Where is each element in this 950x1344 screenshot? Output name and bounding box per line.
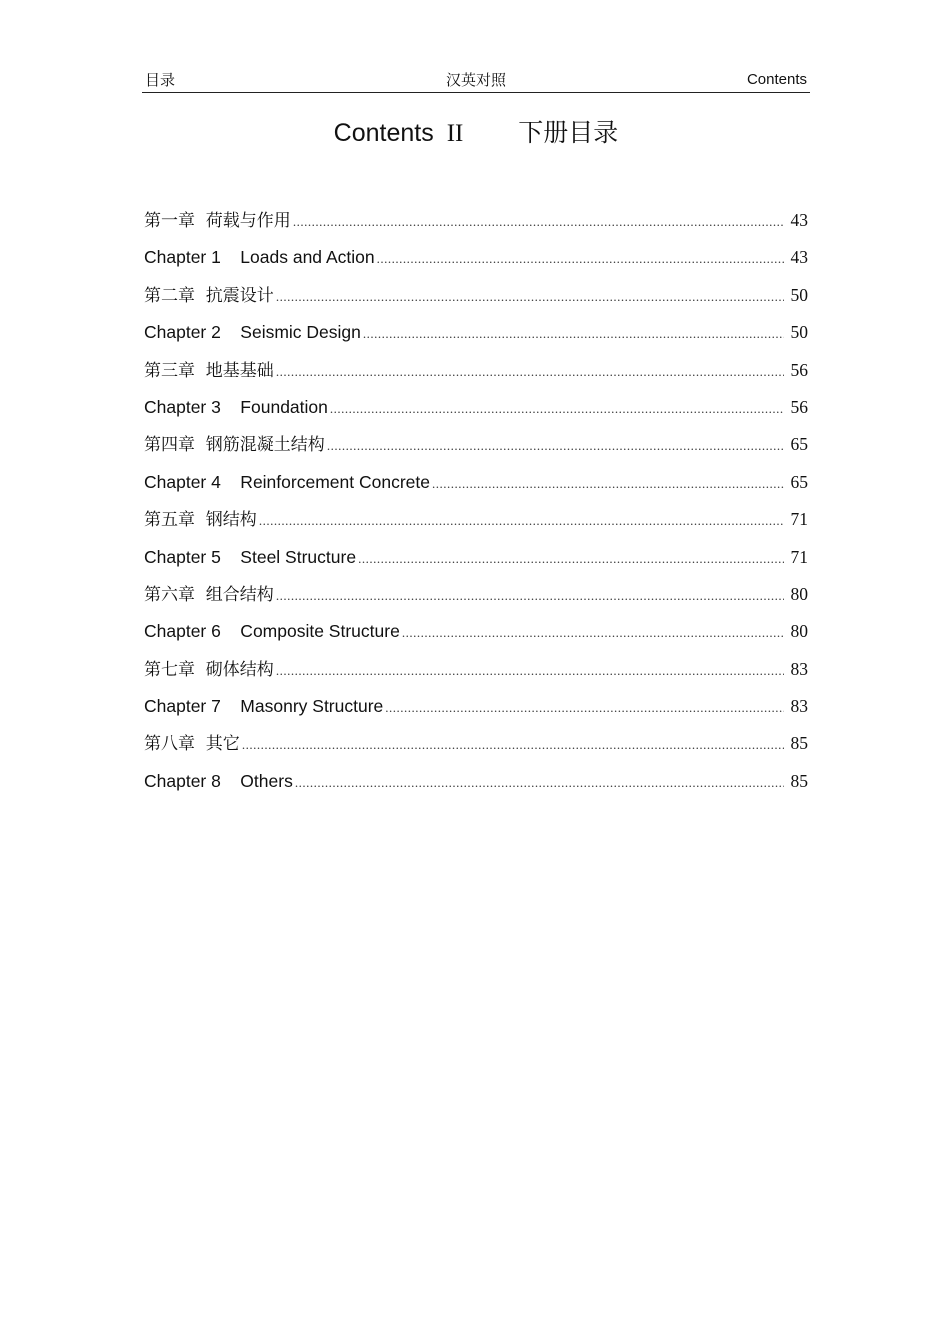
table-of-contents	[144, 206, 808, 804]
toc-leader-dots	[259, 507, 784, 535]
toc-leader-dots	[276, 582, 784, 610]
toc-entry-label: Chapter 8 Others	[144, 770, 293, 791]
toc-entry-label: Chapter 6 Composite Structure	[144, 621, 400, 642]
toc-entry-label: Chapter 3 Foundation	[144, 396, 328, 417]
toc-entry-label: 第八章 其它	[144, 734, 240, 755]
toc-entry[interactable]	[144, 243, 808, 280]
toc-entry-page: 85	[790, 770, 808, 791]
toc-entry-label: 第一章 荷载与作用	[144, 211, 291, 231]
toc-entry-page: 80	[790, 621, 808, 642]
toc-leader-dots	[385, 694, 784, 722]
toc-entry[interactable]	[144, 617, 808, 654]
toc-entry[interactable]	[144, 430, 808, 467]
toc-entry-label: Chapter 2 Seismic Design	[144, 322, 361, 343]
toc-leader-dots	[293, 208, 784, 236]
toc-entry-page: 83	[790, 658, 808, 679]
toc-leader-dots	[327, 432, 784, 460]
toc-entry[interactable]	[144, 468, 808, 505]
toc-entry[interactable]	[144, 655, 808, 692]
toc-leader-dots	[432, 470, 784, 498]
toc-leader-dots	[295, 769, 784, 797]
toc-entry-page: 83	[790, 696, 808, 717]
toc-entry[interactable]	[144, 767, 808, 804]
toc-entry[interactable]	[144, 580, 808, 617]
title-numeral: II	[446, 120, 464, 147]
toc-entry-page: 50	[790, 322, 808, 343]
toc-entry[interactable]	[144, 692, 808, 729]
toc-entry-page: 50	[790, 284, 808, 305]
toc-leader-dots	[242, 731, 784, 759]
toc-entry-page: 43	[790, 247, 808, 268]
toc-entry-label: 第三章 地基基础	[144, 360, 274, 381]
toc-entry[interactable]	[144, 729, 808, 766]
toc-leader-dots	[402, 619, 784, 647]
toc-leader-dots	[330, 395, 784, 423]
toc-entry-label: Chapter 1 Loads and Action	[144, 247, 375, 268]
toc-leader-dots	[358, 545, 784, 573]
toc-entry-label: 第七章 砌体结构	[144, 659, 274, 680]
toc-entry-page: 85	[790, 733, 808, 754]
header-left-text: 目录	[145, 71, 176, 89]
page-title	[142, 116, 810, 151]
toc-entry-page: 65	[790, 434, 808, 455]
toc-entry-label: Chapter 4 Reinforcement Concrete	[144, 471, 430, 492]
toc-entry[interactable]	[144, 206, 808, 243]
toc-entry[interactable]	[144, 505, 808, 542]
toc-entry-label: 第五章 钢结构	[144, 510, 257, 531]
toc-entry-page: 56	[790, 359, 808, 380]
toc-entry-label: 第六章 组合结构	[144, 584, 274, 605]
toc-entry-label: 第四章 钢筋混凝土结构	[144, 435, 325, 456]
toc-entry[interactable]	[144, 281, 808, 318]
toc-entry-label: Chapter 5 Steel Structure	[144, 546, 357, 567]
toc-entry-label: 第二章 抗震设计	[144, 285, 274, 306]
toc-leader-dots	[363, 320, 784, 348]
toc-entry[interactable]	[144, 356, 808, 393]
toc-entry[interactable]	[144, 318, 808, 355]
toc-entry[interactable]	[144, 543, 808, 580]
toc-entry-page: 43	[790, 210, 808, 230]
toc-entry-page: 80	[790, 583, 808, 604]
toc-leader-dots	[377, 245, 784, 273]
toc-leader-dots	[276, 358, 784, 386]
toc-entry-page: 56	[790, 396, 808, 417]
title-chinese: 下册目录	[518, 118, 619, 147]
toc-entry[interactable]	[144, 393, 808, 430]
toc-entry-page: 71	[790, 509, 808, 530]
toc-entry-page: 65	[790, 471, 808, 492]
toc-entry-page: 71	[790, 546, 808, 567]
toc-leader-dots	[276, 283, 784, 311]
toc-leader-dots	[276, 657, 784, 685]
header-center-text: 汉英对照	[445, 71, 506, 89]
toc-entry-label: Chapter 7 Masonry Structure	[144, 696, 384, 717]
page-header	[142, 68, 810, 93]
title-english: Contents	[333, 119, 434, 147]
header-right-text: Contents	[746, 71, 807, 88]
